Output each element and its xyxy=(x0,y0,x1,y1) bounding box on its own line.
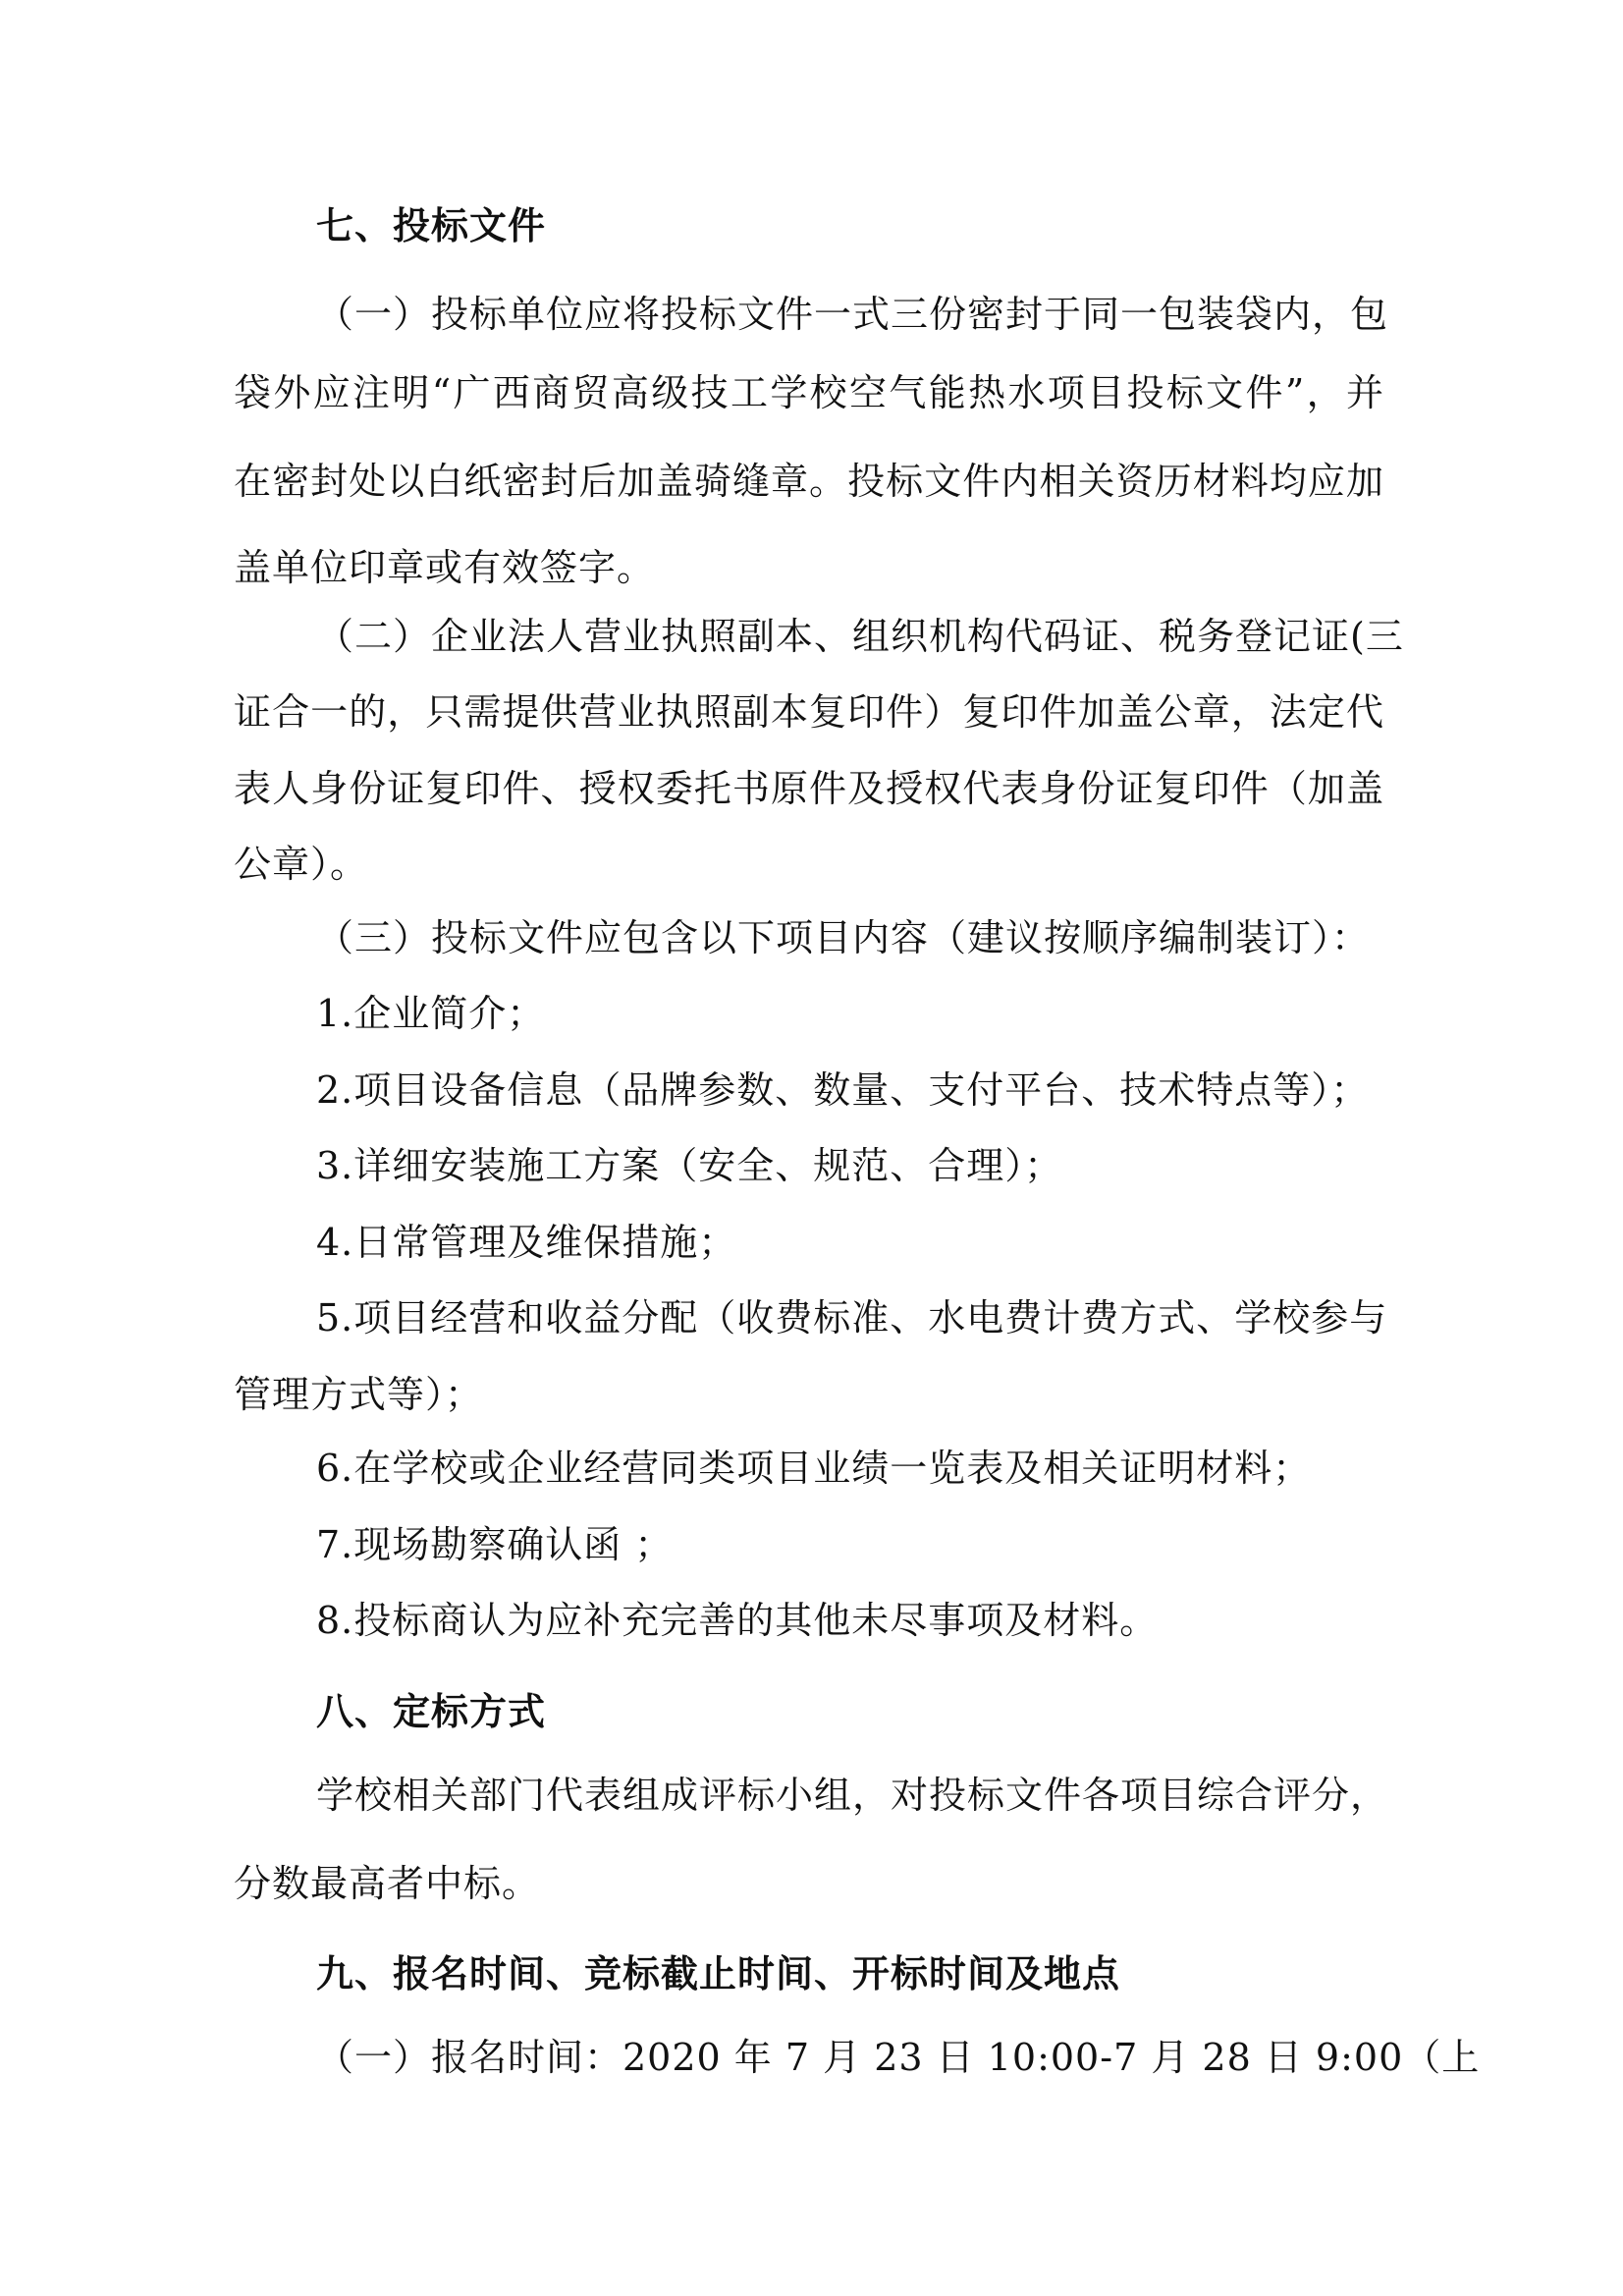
list-item-4: 4.日常管理及维保措施； xyxy=(316,1221,737,1264)
list-item-5-line-1: 5.项目经营和收益分配（收费标准、水电费计费方式、学校参与 xyxy=(316,1296,1388,1339)
s7-p1-line-4: 盖单位印章或有效签字。 xyxy=(234,546,656,589)
list-item-6: 6.在学校或企业经营同类项目业绩一览表及相关证明材料； xyxy=(316,1447,1312,1490)
s7-p1-line-2: 袋外应注明“广西商贸高级技工学校空气能热水项目投标文件”，并 xyxy=(234,371,1384,414)
s8-line-2: 分数最高者中标。 xyxy=(234,1862,541,1905)
s7-p2-line-1: （二）企业法人营业执照副本、组织机构代码证、税务登记证(三 xyxy=(316,615,1404,658)
s7-p1-line-3: 在密封处以白纸密封后加盖骑缝章。投标文件内相关资历材料均应加 xyxy=(234,460,1384,503)
section-8-heading: 八、定标方式 xyxy=(316,1690,547,1733)
s7-p2-line-2: 证合一的，只需提供营业执照副本复印件）复印件加盖公章，法定代 xyxy=(234,690,1384,734)
s7-p1-line-1: （一）投标单位应将投标文件一式三份密封于同一包装袋内，包 xyxy=(316,293,1389,336)
section-9-heading: 九、报名时间、竞标截止时间、开标时间及地点 xyxy=(316,1952,1121,1995)
s9-line-1: （一）报名时间：2020 年 7 月 23 日 10:00-7 月 28 日 9:00（上 xyxy=(316,2036,1481,2079)
list-item-7: 7.现场勘察确认函 ； xyxy=(316,1523,674,1566)
list-item-8: 8.投标商认为应补充完善的其他未尽事项及材料。 xyxy=(316,1599,1159,1642)
list-item-3: 3.详细安装施工方案（安全、规范、合理）； xyxy=(316,1144,1063,1187)
list-item-1: 1.企业简介； xyxy=(316,992,546,1035)
s7-p3-line-1: （三）投标文件应包含以下项目内容（建议按顺序编制装订）： xyxy=(316,916,1371,959)
section-7-heading: 七、投标文件 xyxy=(316,204,547,247)
s7-p2-line-4: 公章）。 xyxy=(234,843,369,886)
list-item-2: 2.项目设备信息（品牌参数、数量、支付平台、技术特点等）； xyxy=(316,1068,1370,1112)
s7-p2-line-3: 表人身份证复印件、授权委托书原件及授权代表身份证复印件（加盖 xyxy=(234,767,1384,810)
s8-line-1: 学校相关部门代表组成评标小组，对投标文件各项目综合评分， xyxy=(316,1774,1389,1817)
list-item-5-line-2: 管理方式等）； xyxy=(234,1373,484,1416)
